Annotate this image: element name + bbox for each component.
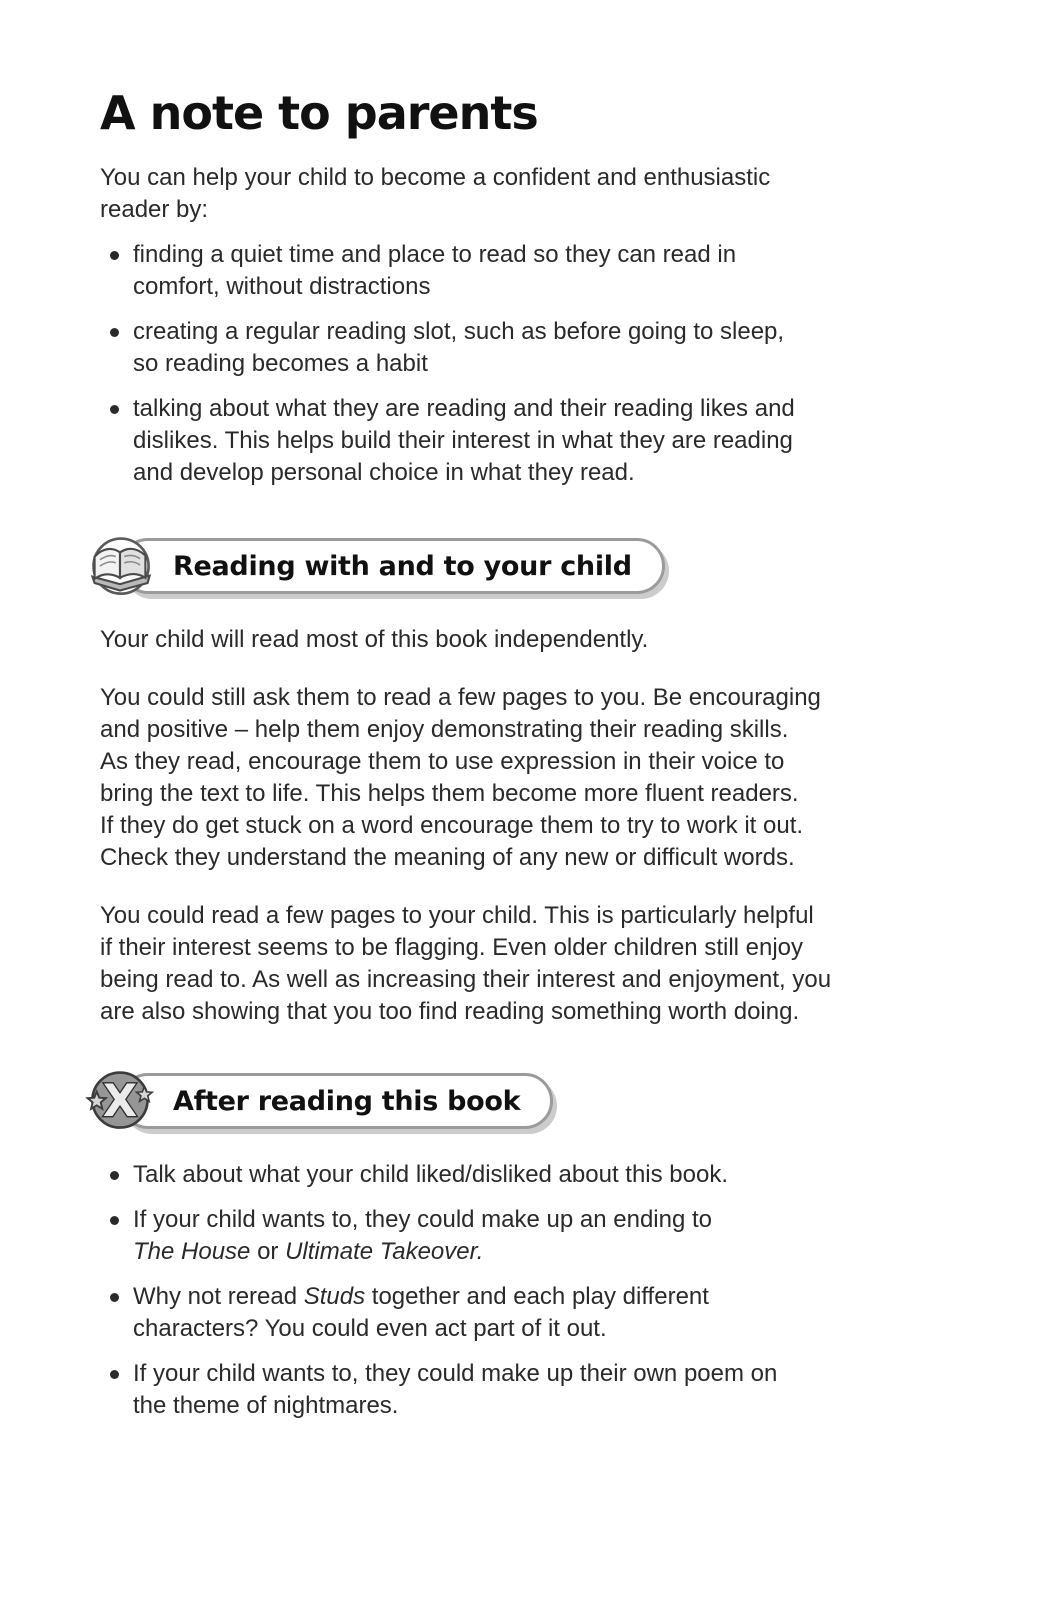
bullet-text: talking about what they are reading and their reading likes and dislikes. This helps build their interest in what they are reading and develop personal choice in what they read. <box>133 395 795 486</box>
bullet-marker-column <box>100 316 133 380</box>
bullet-dot <box>110 1293 119 1302</box>
bullet-text: Why not reread Studs together and each play different characters? You could even act part of it out. <box>133 1283 709 1342</box>
paragraph: You could still ask them to read a few pages to you. Be encouraging and positive – help them enjoy demonstrating their reading skills. As they read, encourage them to use expression in their voice to bring the text to life. This helps them become more fluent readers. If they do get stuck on a word encourage them to try to work it out. Check they understand the meaning of any new or difficult words. <box>100 684 821 871</box>
bullet-dot <box>110 1171 119 1180</box>
bullet-dot <box>110 328 119 337</box>
bullet-text: If your child wants to, they could make up their own poem on the theme of nightmares. <box>133 1360 778 1419</box>
bullet-marker-column <box>100 239 133 303</box>
bullet-text: If your child wants to, they could make up an ending to The House or Ultimate Takeover. <box>133 1206 713 1265</box>
section-heading-reading <box>100 533 950 597</box>
list-item <box>100 316 950 380</box>
list-item <box>100 239 950 303</box>
bullet-marker-column <box>100 1159 133 1191</box>
reading-section-paragraphs <box>100 624 950 1028</box>
bullet-dot <box>110 251 119 260</box>
open-book-icon <box>84 528 156 600</box>
svg-text:X: X <box>102 1075 138 1127</box>
paragraph: Your child will read most of this book independently. <box>100 626 649 653</box>
x-stars-icon <box>84 1063 156 1135</box>
bullet-text: finding a quiet time and place to read so they can read in comfort, without distractions <box>133 241 737 300</box>
after-bullet-list <box>100 1159 950 1422</box>
bullet-dot <box>110 1216 119 1225</box>
list-item <box>100 393 950 489</box>
bullet-dot <box>110 405 119 414</box>
page-content <box>100 86 950 1435</box>
list-item <box>100 1204 950 1268</box>
section-heading-text: After reading this book <box>173 1085 521 1117</box>
bullet-marker-column <box>100 1204 133 1268</box>
paragraph: You could read a few pages to your child. This is particularly helpful if their interest seems to be flagging. Even older children still enjoy being read to. As well as increasing their interest and enjoyment, you are also showing that you too find reading something worth doing. <box>100 902 832 1025</box>
section-heading-after <box>100 1068 950 1132</box>
bullet-text: Talk about what your child liked/disliked about this book. <box>133 1161 729 1188</box>
bullet-marker-column <box>100 1281 133 1345</box>
page-title: A note to parents <box>100 86 538 140</box>
heading-pill <box>120 538 665 594</box>
heading-pill <box>120 1073 553 1129</box>
list-item <box>100 1358 950 1422</box>
section-heading-text: Reading with and to your child <box>173 550 632 582</box>
intro-paragraph: You can help your child to become a confident and enthusiastic reader by: <box>100 164 771 223</box>
bullet-text: creating a regular reading slot, such as before going to sleep, so reading becomes a habit <box>133 318 785 377</box>
bullet-marker-column <box>100 1358 133 1422</box>
bullet-dot <box>110 1370 119 1379</box>
intro-bullet-list <box>100 239 950 489</box>
list-item <box>100 1159 950 1191</box>
bullet-marker-column <box>100 393 133 489</box>
list-item <box>100 1281 950 1345</box>
